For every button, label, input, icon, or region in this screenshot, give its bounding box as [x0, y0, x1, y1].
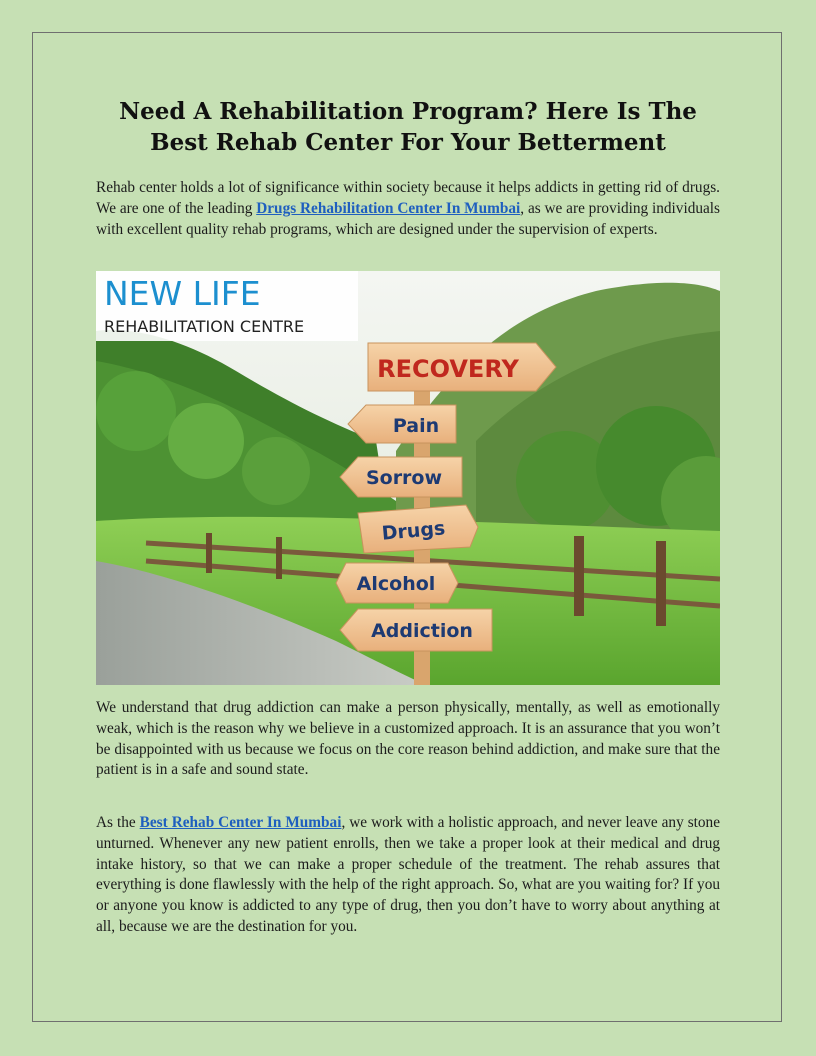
page-title: Need A Rehabilitation Program? Here Is The Best Rehab Center For Your Betterment	[119, 98, 697, 156]
sign-recovery: RECOVERY	[377, 355, 519, 383]
logo-new-life: NEW LIFE	[104, 274, 261, 313]
intro-paragraph	[96, 178, 720, 240]
rehab-signpost-image	[96, 271, 720, 685]
logo-rehabilitation-centre: REHABILITATION CENTRE	[104, 317, 305, 336]
sign-sorrow: Sorrow	[365, 467, 443, 489]
sign-pain: Pain	[392, 415, 440, 437]
holistic-paragraph	[96, 813, 720, 938]
sign-addiction: Addiction	[371, 620, 473, 642]
holistic-text-before: As the	[96, 814, 140, 831]
best-rehab-center-link[interactable]: Best Rehab Center In Mumbai	[139, 814, 342, 831]
intro-text-before: Rehab center holds a lot of significance within society because it helps addicts in getting rid of drugs. We are one of the leading	[96, 179, 720, 217]
sign-drugs: Drugs	[380, 517, 447, 545]
holistic-text-after: , we work with a holistic approach, and never leave any stone unturned. Whenever any new patient enrolls, then we take a proper look at their medical and drug intake history, so that we can make a proper schedule of the treatment. The rehab assures that everything is done flawlessly with the help of the right approach. So, what are you waiting for? If you or anyone you know is addicted to any type of drug, then you don’t have to worry about anything at all, because we are the destination for you.	[96, 814, 720, 935]
approach-paragraph: We understand that drug addiction can make a person physically, mentally, as well as emotionally weak, which is the reason why we believe in a customized approach. It is an assurance that you won’t be disappointed with us because we focus on the core reason behind addiction, and make sure that the patient is in a safe and sound state.	[96, 699, 720, 779]
sign-alcohol: Alcohol	[356, 573, 436, 595]
drugs-rehab-center-link[interactable]: Drugs Rehabilitation Center In Mumbai	[256, 199, 521, 217]
intro-text-after: , as we are providing individuals with excellent quality rehab programs, which are designed under the supervision of experts.	[96, 199, 720, 238]
